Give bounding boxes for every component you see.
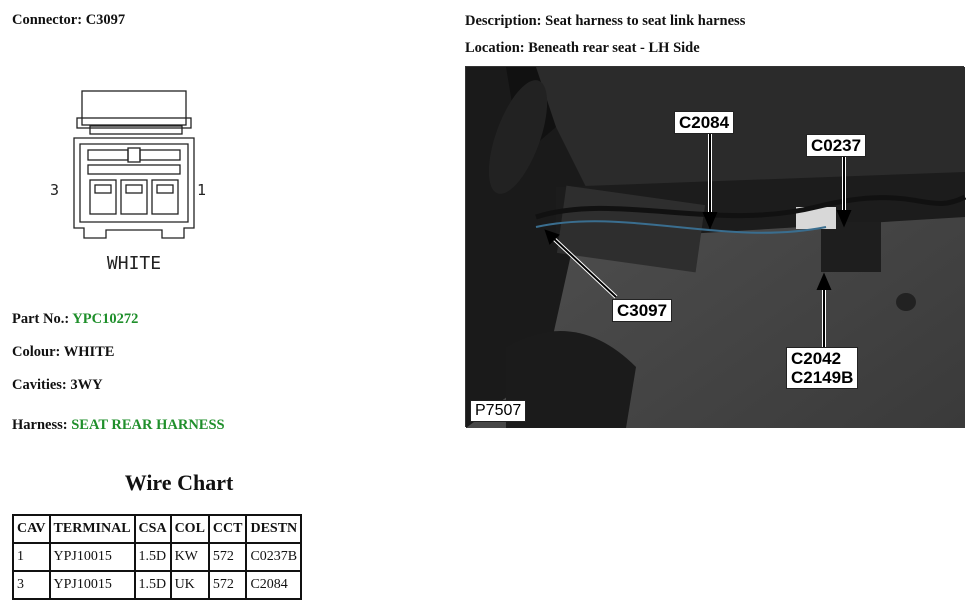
pin-label-right: 1 xyxy=(196,181,206,199)
location-photo xyxy=(465,66,964,427)
cell-col: KW xyxy=(171,543,209,571)
col-col: COL xyxy=(171,515,209,543)
connector-latch xyxy=(82,91,186,125)
callout-c2084: C2084 xyxy=(674,111,734,134)
harness-value[interactable]: SEAT REAR HARNESS xyxy=(71,417,225,433)
cell-destn: C2084 xyxy=(246,571,301,599)
cell-cav: 3 xyxy=(13,571,50,599)
col-destn: DESTN xyxy=(246,515,301,543)
colour-label: Colour: xyxy=(12,344,61,360)
connector-value: C3097 xyxy=(85,12,126,28)
connector-label: Connector: xyxy=(12,12,83,28)
description-label: Description: xyxy=(465,13,542,29)
col-csa: CSA xyxy=(135,515,171,543)
callout-c2042-c2149b xyxy=(786,347,858,389)
cell-destn: C0237B xyxy=(246,543,301,571)
col-cct: CCT xyxy=(209,515,247,543)
callout-c0237: C0237 xyxy=(806,134,866,157)
col-terminal: TERMINAL xyxy=(50,515,135,543)
wire-chart-header-row xyxy=(13,515,301,543)
cavities-value: 3WY xyxy=(70,377,103,393)
cavities-line xyxy=(12,377,103,394)
cell-csa: 1.5D xyxy=(135,571,171,599)
location-label: Location: xyxy=(465,40,525,56)
part-no-label: Part No.: xyxy=(12,311,70,327)
wire-chart-title: Wire Chart xyxy=(124,470,234,495)
part-no-line xyxy=(12,311,138,328)
pin-label-left: 3 xyxy=(50,181,60,199)
wire-chart-table xyxy=(12,514,302,600)
cell-col: UK xyxy=(171,571,209,599)
location-line xyxy=(465,40,700,57)
connector-body xyxy=(74,138,194,238)
table-row xyxy=(13,571,301,599)
cavities-label: Cavities: xyxy=(12,377,67,393)
callout-c3097: C3097 xyxy=(612,299,672,322)
colour-value: WHITE xyxy=(63,344,115,360)
callout-c2042: C2042 xyxy=(791,349,842,368)
col-cav: CAV xyxy=(13,515,50,543)
description-line xyxy=(465,13,745,30)
description-value: Seat harness to seat link harness xyxy=(545,13,746,29)
cell-cct: 572 xyxy=(209,543,247,571)
callout-c2149b: C2149B xyxy=(791,368,854,387)
arrow-c3097 xyxy=(552,237,616,297)
photo-ref: P7507 xyxy=(470,400,526,422)
connector-color-caption: WHITE xyxy=(106,253,162,274)
harness-label: Harness: xyxy=(12,417,68,433)
harness-line xyxy=(12,417,225,434)
cell-cct: 572 xyxy=(209,571,247,599)
connector-face-diagram xyxy=(44,88,204,273)
cell-cav: 1 xyxy=(13,543,50,571)
table-row xyxy=(13,543,301,571)
cell-csa: 1.5D xyxy=(135,543,171,571)
cell-terminal: YPJ10015 xyxy=(50,543,135,571)
cell-terminal: YPJ10015 xyxy=(50,571,135,599)
part-no-value[interactable]: YPC10272 xyxy=(72,311,139,327)
colour-line xyxy=(12,344,114,361)
location-value: Beneath rear seat - LH Side xyxy=(528,40,700,56)
connector-line xyxy=(12,12,125,29)
